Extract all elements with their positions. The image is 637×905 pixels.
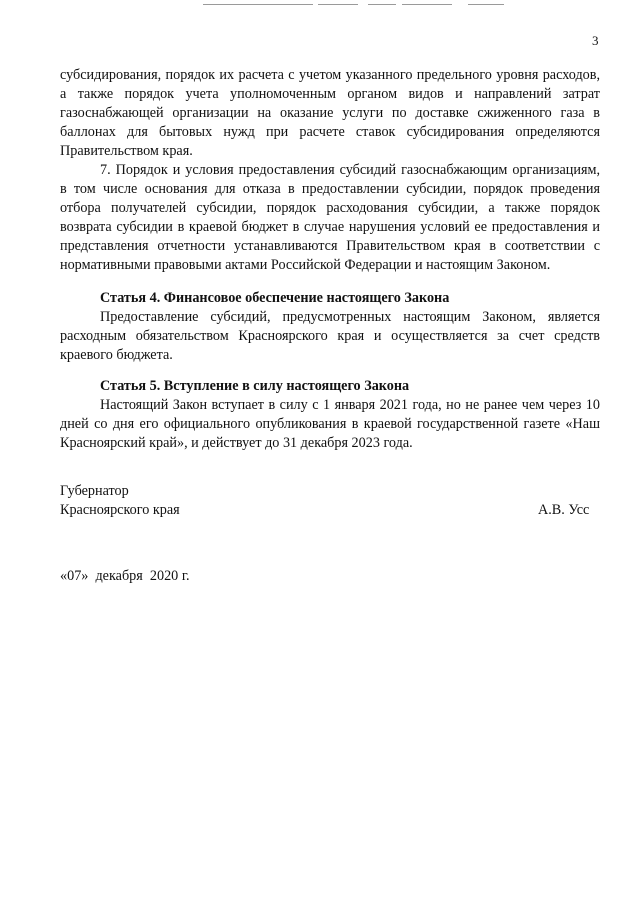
article-5-text: Настоящий Закон вступает в силу с 1 января 2021 года, но не ранее чем через 10 дней со дня его официального опубликования в краевой государственной газете «Наш Красноярский край», и действует до 31 декабря 2023 года. xyxy=(60,397,600,451)
scan-artifact-line xyxy=(203,4,313,5)
article-5-heading: Статья 5. Вступление в силу настоящего Закона xyxy=(100,378,410,394)
article-4 xyxy=(60,289,600,365)
paragraph-text: 7. Порядок и условия предоставления субсидий газоснабжающим организациям, в том числе основания для отказа в предоставлении субсидии, порядок проведения отбора получателей субсидии, порядок расходования субсидии, а также порядок возврата субсидии в краевой бюджет в случае нарушения условий ее предоставления и представления отчетности устанавливаются Правительством края в соответствии с нормативными правовыми актами Российской Федерации и настоящим Законом. xyxy=(60,162,600,273)
scan-artifact-line xyxy=(468,4,504,5)
signature-title-line2: Красноярского края xyxy=(60,502,180,518)
scan-artifact-line xyxy=(402,4,452,5)
paragraph-7 xyxy=(60,161,600,275)
signature-name: А.В. Усс xyxy=(538,502,590,518)
signature-title xyxy=(60,482,180,520)
article-5 xyxy=(60,377,600,453)
article-4-text: Предоставление субсидий, предусмотренных настоящим Законом, является расходным обязательством Красноярского края и осуществляется за счет средств краевого бюджета. xyxy=(60,309,600,363)
article-4-heading: Статья 4. Финансовое обеспечение настоящего Закона xyxy=(100,290,450,306)
signature-title-line1: Губернатор xyxy=(60,483,129,499)
scan-artifact-line xyxy=(368,4,396,5)
paragraph-text: субсидирования, порядок их расчета с учетом указанного предельного уровня расходов, а также порядок учета уполномоченным органом видов и направлений затрат газоснабжающей организации на оказание услуги по доставке сжиженного газа в баллонах для бытовых нужд при расчете ставок субсидирования определяются Правительством края. xyxy=(60,67,600,159)
scan-artifact-line xyxy=(318,4,358,5)
paragraph-6-continued xyxy=(60,66,600,161)
document-date: «07» декабря 2020 г. xyxy=(60,568,190,584)
page-number: 3 xyxy=(592,33,599,48)
